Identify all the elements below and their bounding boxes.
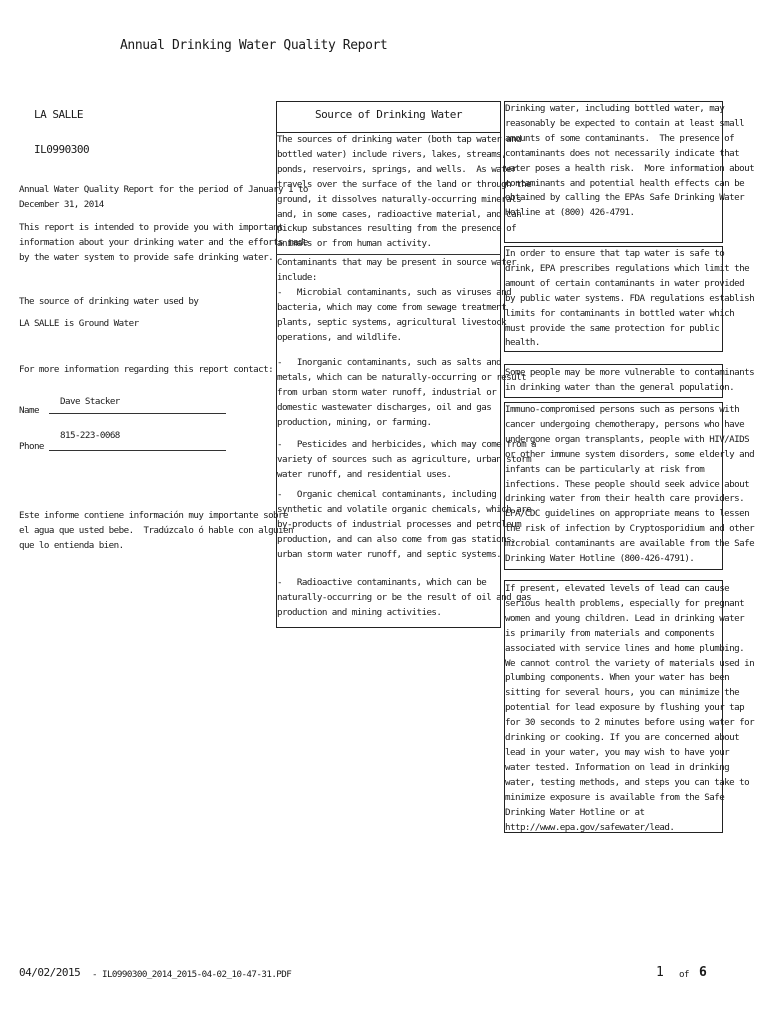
radioactive-contaminants: - Radioactive contaminants, which can be naturally-occurring or be the result of oil and gas production and mining activities.: [277, 577, 532, 618]
lead-text: If present, elevated levels of lead can cause serious health problems, especially for pregnant women and young children. Lead in drinking water is primarily from materials and components associated with service lines and home plumbing. We cannot control the variety of materials used in plumbing components. When your water has been sitting for several hours, you can minimize the potential for lead exposure by flushing your tap for 30 seconds to 2 minutes before using water for drinking or cooking. If you are concerned about lead in your water, you may wish to have your water tested. Information on lead in drinking water, testing methods, and steps you can take to minimize exposure is available from the Safe Drinking Water Hotline or at http://www.epa.gov/safewater/lead.: [505, 583, 755, 833]
name-label: Name: [19, 405, 39, 416]
name-value: Dave Stacker: [60, 396, 120, 407]
middle-divider: [276, 254, 501, 255]
source-box-title: Source of Drinking Water: [315, 108, 462, 121]
organic-contaminants: - Organic chemical contaminants, including synthetic and volatile organic chemicals, which are by-products of industrial processes and petroleum production, and can also come from gas stations, urban storm water runoff, and septic systems.: [277, 489, 532, 560]
report-intro: This report is intended to provide you with important information about your drinking water and the efforts made by the water system to provide safe drinking water.: [19, 222, 308, 263]
footer-filename: - IL0990300_2014_2015-04-02_10-47-31.PDF: [92, 969, 292, 980]
immuno-text: Immuno-compromised persons such as persons with cancer undergoing chemotherapy, persons who have undergone organ transplants, people with HIV/AIDS or other immune system disorders, some elderly and infants can be particularly at risk from infections. These people should seek advice about drinking water from their health care providers. EPA/CDC guidelines on appropriate means to lessen the risk of infection by Cryptosporidium and other microbial contaminants are available from the Safe Drinking Water Hotline (800-426-4791).: [505, 404, 755, 565]
sources-text: The sources of drinking water (both tap water and bottled water) include rivers, lakes, streams, ponds, reservoirs, springs, and wells. As water travels over the surface of the land or through the ground, it dissolves naturally-occurring minerals and, in some cases, radioactive material, and can pickup substances resulting from the presence of animals or from human activity.: [277, 134, 532, 250]
phone-underline: [49, 450, 226, 451]
source-used-value: LA SALLE is Ground Water: [19, 318, 139, 329]
pesticides-herbicides: - Pesticides and herbicides, which may come from a variety of sources such as agriculture, urban storm water runoff, and residential uses.: [277, 439, 537, 480]
contaminants-intro: Contaminants that may be present in source water include: - Microbial contaminants, such as viruses and bacteria, which may come from sewage treatment plants, septic systems, agricultural livestock operations, and wildlife.: [277, 257, 517, 343]
system-id: IL0990300: [34, 143, 90, 156]
inorganic-contaminants: - Inorganic contaminants, such as salts and metals, which can be naturally-occurring or result from urban storm water runoff, industrial or domestic wastewater discharges, oil and gas production, mining, or farming.: [277, 357, 527, 428]
phone-label: Phone: [19, 441, 44, 452]
regulations-text: In order to ensure that tap water is safe to drink, EPA prescribes regulations which limit the amount of certain contaminants in water provided by public water systems. FDA regulations establish limits for contaminants in bottled water which must provide the same protection for public health.: [505, 248, 755, 349]
source-used-label: The source of drinking water used by: [19, 296, 199, 307]
page-total: 6: [699, 965, 707, 980]
source-box-header: [277, 102, 500, 133]
footer-date: 04/02/2015: [19, 966, 81, 979]
contact-label: For more information regarding this report contact:: [19, 364, 274, 375]
page-title: Annual Drinking Water Quality Report: [120, 38, 388, 53]
page-of: of: [679, 969, 689, 980]
phone-value: 815-223-0068: [60, 430, 120, 441]
system-name: LA SALLE: [34, 108, 83, 121]
spanish-notice: Este informe contiene información muy importante sobre el agua que usted bebe. Tradúzcalo ó hable con alguien que lo entienda bien.: [19, 510, 293, 551]
bottled-water-text: Drinking water, including bottled water, may reasonably be expected to contain at least small amounts of some contaminants. The presence of contaminants does not necessarily indicate that water poses a health risk. More information about contaminants and potential health effects can be obtained by calling the EPAs Safe Drinking Water Hotline at (800) 426-4791.: [505, 103, 755, 219]
report-period: Annual Water Quality Report for the period of January 1 to December 31, 2014: [19, 184, 308, 210]
page-current: 1: [656, 965, 664, 980]
vulnerable-text: Some people may be more vulnerable to contaminants in drinking water than the general population.: [505, 367, 755, 393]
name-underline: [49, 413, 226, 414]
